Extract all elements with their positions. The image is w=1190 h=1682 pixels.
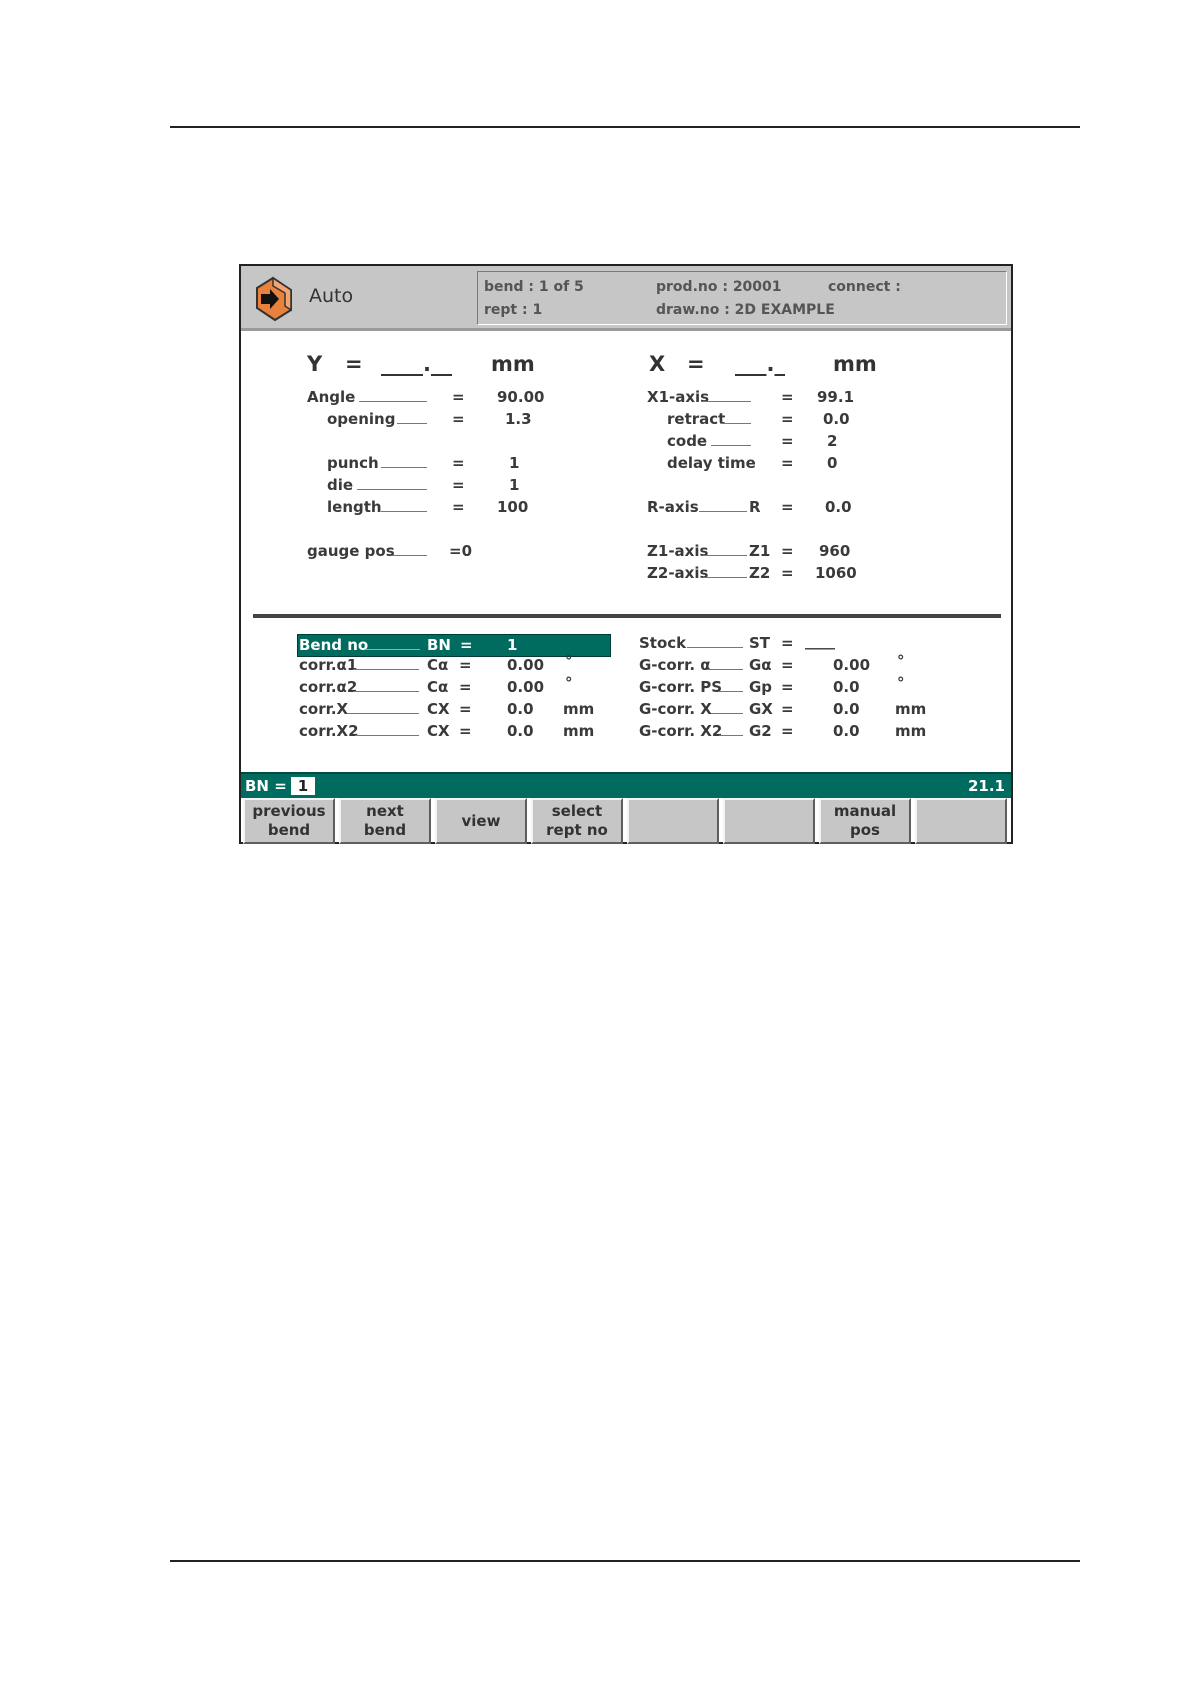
correction-label[interactable]: corr.X2 bbox=[299, 722, 359, 740]
correction-code: Gα bbox=[749, 656, 772, 674]
leader-line bbox=[703, 577, 747, 578]
angle-value: 90.00 bbox=[497, 388, 545, 406]
correction-equals: = bbox=[781, 700, 794, 718]
leader-line bbox=[699, 511, 747, 512]
correction-code: CX bbox=[427, 722, 450, 740]
g-corr-ps-value[interactable]: 0.0 bbox=[833, 678, 860, 696]
param-code: Z1 bbox=[749, 542, 771, 560]
correction-equals: = bbox=[460, 636, 473, 654]
leader-line bbox=[357, 489, 427, 490]
version-number: 21.1 bbox=[967, 777, 1005, 795]
g-corr-x-value[interactable]: 0.0 bbox=[833, 700, 860, 718]
correction-label[interactable]: Stock bbox=[639, 634, 687, 652]
auto-mode-icon bbox=[251, 274, 297, 322]
param-equals: = bbox=[452, 476, 465, 494]
g-corr-a-unit: ° bbox=[897, 652, 905, 670]
param-label: X1-axis bbox=[647, 388, 710, 406]
previous-bend-button[interactable]: previous bend bbox=[243, 798, 335, 844]
correction-equals: = bbox=[781, 634, 794, 652]
gauge-pos-value: =0 bbox=[449, 542, 473, 560]
corr-x2-value[interactable]: 0.0 bbox=[507, 722, 534, 740]
corr-x-value[interactable]: 0.0 bbox=[507, 700, 534, 718]
x-value: ___._ bbox=[735, 352, 785, 376]
param-label: gauge pos bbox=[307, 542, 395, 560]
param-code: Z2 bbox=[749, 564, 771, 582]
softkey-6-empty[interactable] bbox=[723, 798, 815, 844]
leader-line bbox=[687, 647, 743, 648]
softkey-5-empty[interactable] bbox=[627, 798, 719, 844]
leader-line bbox=[719, 735, 743, 736]
param-label: Angle bbox=[307, 388, 356, 406]
param-equals: = bbox=[781, 564, 794, 582]
corr-x-unit: mm bbox=[563, 700, 595, 718]
g-corr-x2-value[interactable]: 0.0 bbox=[833, 722, 860, 740]
page-bottom-rule bbox=[170, 1560, 1080, 1562]
g-corr-a-value[interactable]: 0.00 bbox=[833, 656, 871, 674]
leader-line bbox=[381, 511, 427, 512]
leader-line bbox=[353, 691, 419, 692]
param-code: R bbox=[749, 498, 761, 516]
correction-code: GX bbox=[749, 700, 773, 718]
correction-label[interactable]: G-corr. X bbox=[639, 700, 712, 718]
correction-code: Cα bbox=[427, 678, 449, 696]
job-info-box bbox=[477, 271, 1007, 325]
param-label: R-axis bbox=[647, 498, 699, 516]
x-equals: = bbox=[687, 352, 705, 376]
rept-counter: rept : 1 bbox=[484, 302, 543, 318]
param-label: delay time bbox=[667, 454, 756, 472]
leader-line bbox=[711, 445, 751, 446]
connect-status: connect : bbox=[828, 279, 901, 295]
stock-value[interactable]: ____ bbox=[805, 632, 835, 650]
section-separator bbox=[253, 614, 1001, 618]
correction-label[interactable]: corr.α1 bbox=[299, 656, 358, 674]
correction-equals: = bbox=[459, 656, 472, 674]
param-equals: = bbox=[452, 410, 465, 428]
z2-axis-value: 1060 bbox=[815, 564, 857, 582]
correction-equals: = bbox=[781, 678, 794, 696]
param-label: die bbox=[327, 476, 354, 494]
leader-line bbox=[721, 423, 751, 424]
delay-time-value: 0 bbox=[827, 454, 838, 472]
correction-code: ST bbox=[749, 634, 771, 652]
z1-axis-value: 960 bbox=[819, 542, 851, 560]
param-equals: = bbox=[781, 498, 794, 516]
param-equals: = bbox=[781, 410, 794, 428]
correction-code: G2 bbox=[749, 722, 772, 740]
corr-a1-unit: ° bbox=[565, 652, 573, 670]
leader-line bbox=[381, 467, 427, 468]
param-equals: = bbox=[781, 454, 794, 472]
punch-value: 1 bbox=[509, 454, 520, 472]
header-bar bbox=[241, 266, 1011, 331]
die-value: 1 bbox=[509, 476, 520, 494]
bend-no-value: 1 bbox=[507, 636, 518, 654]
correction-code: Cα bbox=[427, 656, 449, 674]
x1-axis-value: 99.1 bbox=[817, 388, 855, 406]
leader-line bbox=[703, 555, 747, 556]
corr-a2-value[interactable]: 0.00 bbox=[507, 678, 545, 696]
leader-line bbox=[355, 735, 419, 736]
bend-counter: bend : 1 of 5 bbox=[484, 279, 584, 295]
leader-line bbox=[397, 423, 427, 424]
corr-a1-value[interactable]: 0.00 bbox=[507, 656, 545, 674]
correction-label[interactable]: corr.X bbox=[299, 700, 349, 718]
leader-line bbox=[707, 669, 743, 670]
mode-label: Auto bbox=[309, 285, 354, 307]
opening-value: 1.3 bbox=[505, 410, 532, 428]
param-equals: = bbox=[452, 454, 465, 472]
param-label: length bbox=[327, 498, 382, 516]
length-value: 100 bbox=[497, 498, 529, 516]
leader-line bbox=[391, 555, 427, 556]
g-corr-x-unit: mm bbox=[895, 700, 927, 718]
correction-label[interactable]: G-corr. α bbox=[639, 656, 711, 674]
softkey-bar bbox=[241, 798, 1011, 844]
y-unit: mm bbox=[491, 352, 535, 376]
leader-line bbox=[719, 691, 743, 692]
leader-line bbox=[353, 669, 419, 670]
g-corr-x2-unit: mm bbox=[895, 722, 927, 740]
corr-x2-unit: mm bbox=[563, 722, 595, 740]
page-top-rule bbox=[170, 126, 1080, 128]
code-value: 2 bbox=[827, 432, 838, 450]
next-bend-button[interactable]: next bend bbox=[339, 798, 431, 844]
retract-value: 0.0 bbox=[823, 410, 850, 428]
y-equals: = bbox=[345, 352, 363, 376]
leader-line bbox=[347, 713, 419, 714]
r-axis-value: 0.0 bbox=[825, 498, 852, 516]
select-rept-no-button[interactable]: select rept no bbox=[531, 798, 623, 844]
param-equals: = bbox=[452, 388, 465, 406]
drawing-number: draw.no : 2D EXAMPLE bbox=[656, 302, 835, 318]
correction-equals: = bbox=[459, 722, 472, 740]
y-value: ____.__ bbox=[381, 352, 452, 376]
view-button[interactable]: view bbox=[435, 798, 527, 844]
leader-line bbox=[359, 401, 427, 402]
param-label: Z1-axis bbox=[647, 542, 709, 560]
param-label: code bbox=[667, 432, 708, 450]
correction-equals: = bbox=[781, 722, 794, 740]
corr-a2-unit: ° bbox=[565, 674, 573, 692]
correction-code: BN bbox=[427, 636, 451, 654]
param-equals: = bbox=[781, 432, 794, 450]
correction-code: CX bbox=[427, 700, 450, 718]
correction-equals: = bbox=[781, 656, 794, 674]
correction-label[interactable]: G-corr. X2 bbox=[639, 722, 723, 740]
control-screen bbox=[239, 264, 1013, 844]
x-unit: mm bbox=[833, 352, 877, 376]
manual-pos-button[interactable]: manual pos bbox=[819, 798, 911, 844]
correction-code: Gp bbox=[749, 678, 773, 696]
param-label: opening bbox=[327, 410, 396, 428]
bend-no-input[interactable]: 1 bbox=[291, 777, 315, 795]
leader-line bbox=[366, 649, 420, 650]
leader-line bbox=[703, 401, 751, 402]
correction-label[interactable]: G-corr. PS bbox=[639, 678, 723, 696]
input-status-bar bbox=[241, 772, 1011, 798]
param-label: retract bbox=[667, 410, 726, 428]
input-label: BN = bbox=[245, 777, 287, 795]
correction-equals: = bbox=[459, 678, 472, 696]
param-equals: = bbox=[781, 388, 794, 406]
param-label: punch bbox=[327, 454, 379, 472]
softkey-8-empty[interactable] bbox=[915, 798, 1007, 844]
bend-no-field-selected[interactable] bbox=[297, 634, 611, 657]
correction-label: Bend no bbox=[299, 636, 369, 654]
correction-label[interactable]: corr.α2 bbox=[299, 678, 358, 696]
correction-equals: = bbox=[459, 700, 472, 718]
product-number: prod.no : 20001 bbox=[656, 279, 782, 295]
g-corr-ps-unit: ° bbox=[897, 674, 905, 692]
leader-line bbox=[711, 713, 743, 714]
param-label: Z2-axis bbox=[647, 564, 709, 582]
param-equals: = bbox=[452, 498, 465, 516]
y-axis-label: Y bbox=[307, 352, 323, 376]
x-axis-label: X bbox=[649, 352, 666, 376]
param-equals: = bbox=[781, 542, 794, 560]
